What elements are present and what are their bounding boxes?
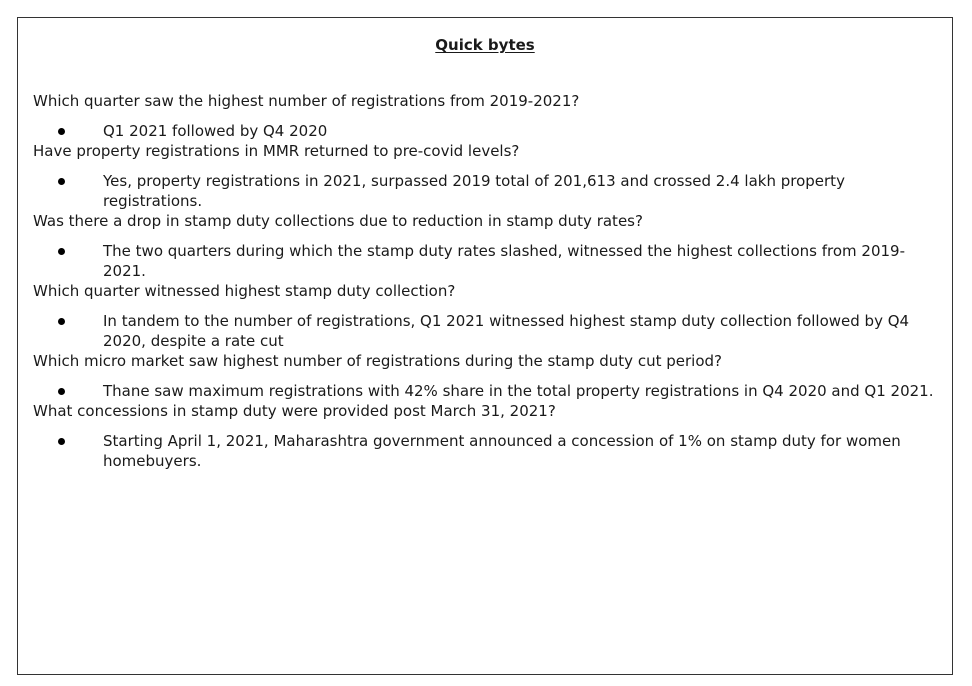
question-text: Which quarter saw the highest number of registrations from 2019-2021?	[33, 92, 580, 110]
answer-item	[33, 241, 941, 281]
question-text: Which quarter witnessed highest stamp duty collection?	[33, 282, 456, 300]
qa-item	[33, 91, 941, 141]
question-text: Have property registrations in MMR returned to pre-covid levels?	[33, 142, 520, 160]
answer-item	[33, 431, 941, 471]
bullet-icon	[58, 248, 65, 255]
answer-item	[33, 171, 941, 211]
bullet-icon	[58, 178, 65, 185]
answer-item	[33, 381, 941, 401]
answer-item	[33, 121, 603, 141]
question-text: What concessions in stamp duty were provided post March 31, 2021?	[33, 402, 556, 420]
bullet-icon	[58, 388, 65, 395]
bullet-icon	[58, 128, 65, 135]
qa-list	[33, 91, 941, 471]
bullet-icon	[58, 318, 65, 325]
answer-text: Starting April 1, 2021, Maharashtra government announced a concession of 1% on stamp duty for women homebuyers.	[103, 432, 901, 470]
qa-item	[33, 401, 941, 471]
question-text: Which micro market saw highest number of registrations during the stamp duty cut period?	[33, 352, 722, 370]
qa-item	[33, 351, 941, 401]
answer-text: The two quarters during which the stamp duty rates slashed, witnessed the highest collections from 2019-2021.	[103, 242, 905, 280]
quick-bytes-box	[17, 17, 953, 675]
qa-item	[33, 281, 941, 351]
bullet-icon	[58, 438, 65, 445]
answer-text: In tandem to the number of registrations, Q1 2021 witnessed highest stamp duty collection followed by Q4 2020, despite a rate cut	[103, 312, 910, 350]
section-title: Quick bytes	[435, 36, 535, 54]
question-text: Was there a drop in stamp duty collections due to reduction in stamp duty rates?	[33, 212, 643, 230]
qa-item	[33, 141, 941, 211]
answer-text: Thane saw maximum registrations with 42% share in the total property registrations in Q4 2020 and Q1 2021.	[103, 382, 934, 400]
answer-text: Q1 2021 followed by Q4 2020	[103, 122, 328, 140]
answer-text: Yes, property registrations in 2021, surpassed 2019 total of 201,613 and crossed 2.4 lakh property registrations.	[103, 172, 845, 210]
qa-item	[33, 211, 941, 281]
answer-item	[33, 311, 941, 351]
